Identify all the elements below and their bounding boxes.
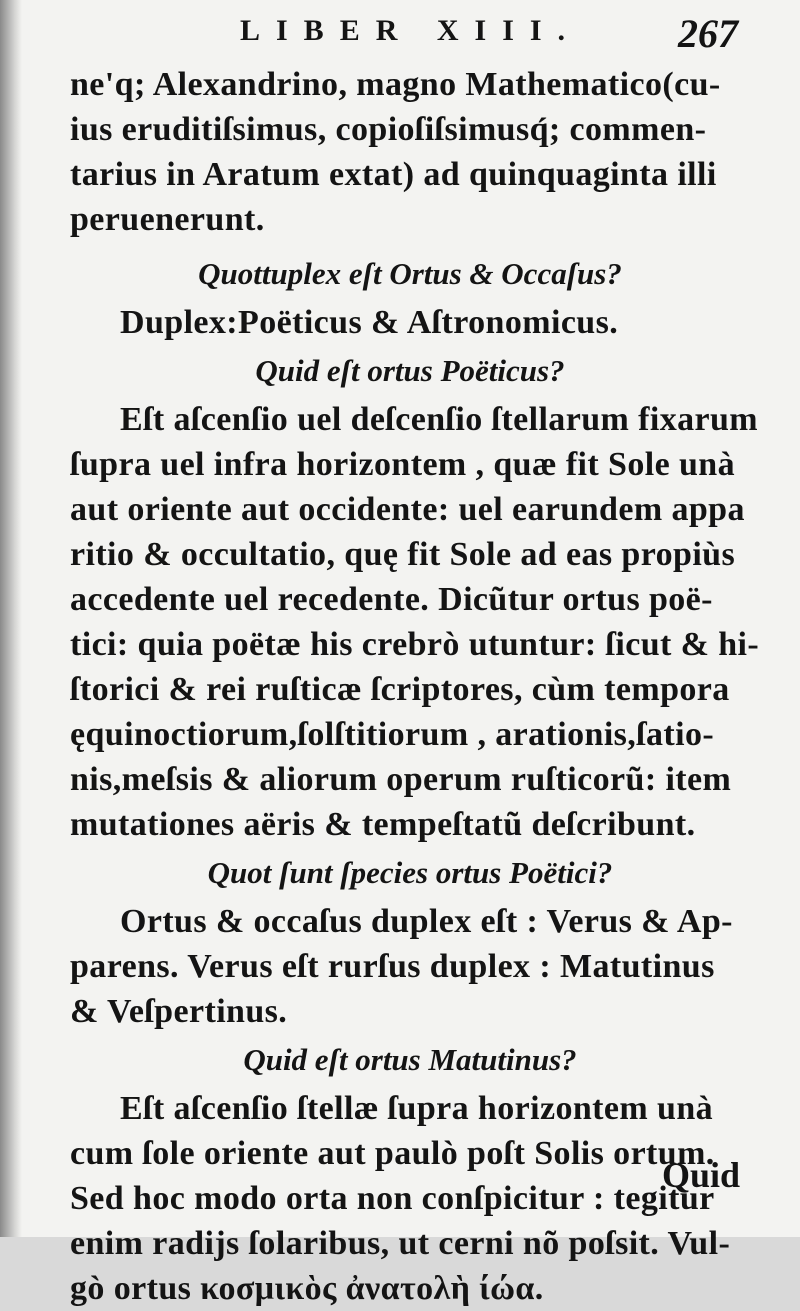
text-line: aut oriente aut occidente: uel earundem appa: [70, 491, 745, 528]
text-block: [70, 62, 760, 1311]
text-line: ſupra uel infra horizontem , quæ fit Sole unà: [70, 446, 735, 483]
text-line: gò ortus κοσμικὸς ἀνατολὴ ίώα.: [70, 1270, 544, 1307]
text-line: mutationes aëris & tempeſtatũ deſcribunt.: [70, 806, 696, 843]
text-line: Sed hoc modo orta non conſpicitur : tegitur: [70, 1180, 715, 1217]
text-line: & Veſpertinus.: [70, 993, 288, 1030]
text-line: nis,meſsis & aliorum operum ruſticorũ: item: [70, 761, 732, 798]
text-line: ne'q; Alexandrino, magno Mathematico(cu-: [70, 66, 721, 103]
text-line: Eſt aſcenſio uel deſcenſio ſtellarum fixarum: [120, 401, 759, 438]
text-line: accedente uel recedente. Dicũtur ortus poë-: [70, 581, 713, 618]
page-gutter-shadow: [0, 0, 22, 1237]
text-line: enim radijs ſolaribus, ut cerni nõ poſsit. Vul-: [70, 1225, 731, 1262]
running-head: LIBER XIII.: [240, 14, 582, 47]
question-heading: Quot ſunt ſpecies ortus Poëtici?: [207, 855, 613, 890]
text-line: ęquinoctiorum,ſolſtitiorum , arationis,ſatio-: [70, 716, 715, 753]
text-line: ſtorici & rei ruſticæ ſcriptores, cùm tempora: [70, 671, 730, 708]
page-number: 267: [678, 11, 738, 56]
text-line: tarius in Aratum extat) ad quinquaginta illi: [70, 156, 717, 193]
question-heading: Quid eſt ortus Matutinus?: [243, 1042, 577, 1077]
text-line: Eſt aſcenſio ſtellæ ſupra horizontem unà: [120, 1090, 714, 1127]
answer-line: Duplex:Poëticus & Aſtronomicus.: [120, 304, 619, 341]
text-line: parens. Verus eſt rurſus duplex : Matutinus: [70, 948, 715, 985]
text-line: tici: quia poëtæ his crebrò utuntur: ſicut & hi-: [70, 626, 760, 663]
text-line: ritio & occultatio, quę fit Sole ad eas propiùs: [70, 536, 736, 573]
text-line: peruenerunt.: [70, 201, 265, 238]
question-heading: Quottuplex eſt Ortus & Occaſus?: [198, 256, 622, 291]
text-line: Ortus & occaſus duplex eſt : Verus & Ap-: [120, 903, 733, 940]
question-heading: Quid eſt ortus Poëticus?: [255, 353, 565, 388]
text-line: cum ſole oriente aut paulò poſt Solis ortum.: [70, 1135, 715, 1172]
catchword: Quid: [661, 1155, 740, 1195]
text-line: ius eruditiſsimus, copioſiſsimusq́; commen-: [70, 111, 707, 148]
